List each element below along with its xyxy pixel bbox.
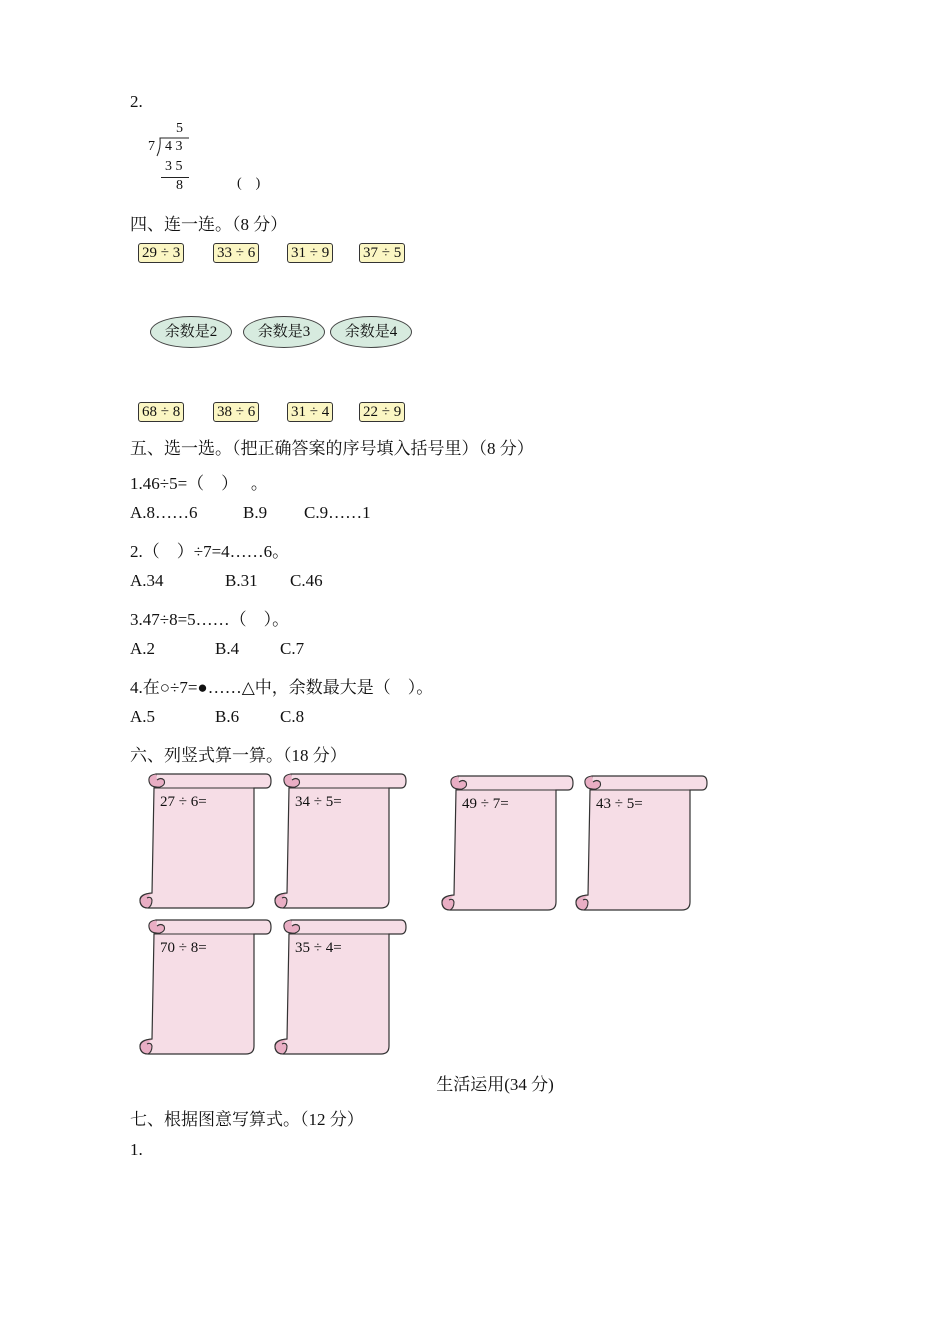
remainder-oval-4[interactable]: 余数是4 (330, 316, 412, 348)
scroll-card-6[interactable] (273, 918, 408, 1058)
remainder-oval-2[interactable]: 余数是2 (150, 316, 232, 348)
scroll-expression: 43 ÷ 5= (596, 796, 643, 812)
scroll-expression: 70 ÷ 8= (160, 940, 207, 956)
q1-option-a[interactable]: A.8……6 (130, 503, 198, 522)
scroll-expression: 27 ÷ 6= (160, 794, 207, 810)
division-divisor: 7 (148, 139, 155, 154)
q2-option-b[interactable]: B.31 (225, 571, 258, 590)
scroll-paper-icon (138, 918, 273, 1058)
scroll-expression: 35 ÷ 4= (295, 940, 342, 956)
scroll-expression: 34 ÷ 5= (295, 794, 342, 810)
scroll-paper-icon (273, 918, 408, 1058)
q4-option-c[interactable]: C.8 (280, 707, 305, 726)
top-box-4[interactable]: 37 ÷ 5 (359, 243, 405, 263)
scroll-paper-icon (440, 774, 575, 914)
top-box-3[interactable]: 31 ÷ 9 (287, 243, 333, 263)
section-4-title: 四、连一连。（8 分） (130, 215, 288, 234)
scroll-card-3[interactable] (440, 774, 575, 914)
scroll-paper-icon (574, 774, 709, 914)
scroll-paper-icon (273, 772, 408, 912)
bottom-box-1[interactable]: 68 ÷ 8 (138, 402, 184, 422)
q3-option-b[interactable]: B.4 (215, 639, 240, 658)
scroll-card-2[interactable] (273, 772, 408, 912)
question-4: 4.在○÷7=●……△中，余数最大是（ ）。 (130, 678, 434, 697)
top-box-1[interactable]: 29 ÷ 3 (138, 243, 184, 263)
q4-option-a[interactable]: A.5 (130, 707, 156, 726)
division-remainder: 8 (176, 178, 183, 193)
q4-option-b[interactable]: B.6 (215, 707, 240, 726)
section-7-title: 七、根据图意写算式。（12 分） (130, 1110, 364, 1129)
q3-option-a[interactable]: A.2 (130, 639, 156, 658)
remainder-oval-3[interactable]: 余数是3 (243, 316, 325, 348)
q1-option-c[interactable]: C.9……1 (304, 503, 371, 522)
division-line (161, 177, 189, 178)
section-6-title: 六、列竖式算一算。（18 分） (130, 746, 347, 765)
bottom-box-2[interactable]: 38 ÷ 6 (213, 402, 259, 422)
question-3: 3.47÷8=5……（ ）。 (130, 610, 290, 629)
question-2: 2.（ ）÷7=4……6。 (130, 542, 290, 561)
q1-option-b[interactable]: B.9 (243, 503, 268, 522)
top-box-2[interactable]: 33 ÷ 6 (213, 243, 259, 263)
q2-option-a[interactable]: A.34 (130, 571, 164, 590)
bottom-box-3[interactable]: 31 ÷ 4 (287, 402, 333, 422)
question-1: 1.46÷5=（ ） 。 (130, 474, 268, 493)
section-5-title: 五、选一选。（把正确答案的序号填入括号里）（8 分） (130, 439, 534, 458)
scroll-expression: 49 ÷ 7= (462, 796, 509, 812)
division-quotient: 5 (176, 121, 183, 136)
scroll-card-1[interactable] (138, 772, 273, 912)
bottom-box-4[interactable]: 22 ÷ 9 (359, 402, 405, 422)
q3-option-c[interactable]: C.7 (280, 639, 305, 658)
problem-2-number: 2. (130, 92, 143, 111)
division-dividend: 4 3 (165, 139, 183, 154)
scroll-card-4[interactable] (574, 774, 709, 914)
scroll-paper-icon (138, 772, 273, 912)
scroll-card-5[interactable] (138, 918, 273, 1058)
application-heading: 生活运用(34 分) (436, 1075, 554, 1094)
answer-blank[interactable]: ( ) (237, 176, 261, 191)
section-7-item-1: 1. (130, 1140, 143, 1159)
division-product: 3 5 (165, 159, 183, 174)
q2-option-c[interactable]: C.46 (290, 571, 323, 590)
